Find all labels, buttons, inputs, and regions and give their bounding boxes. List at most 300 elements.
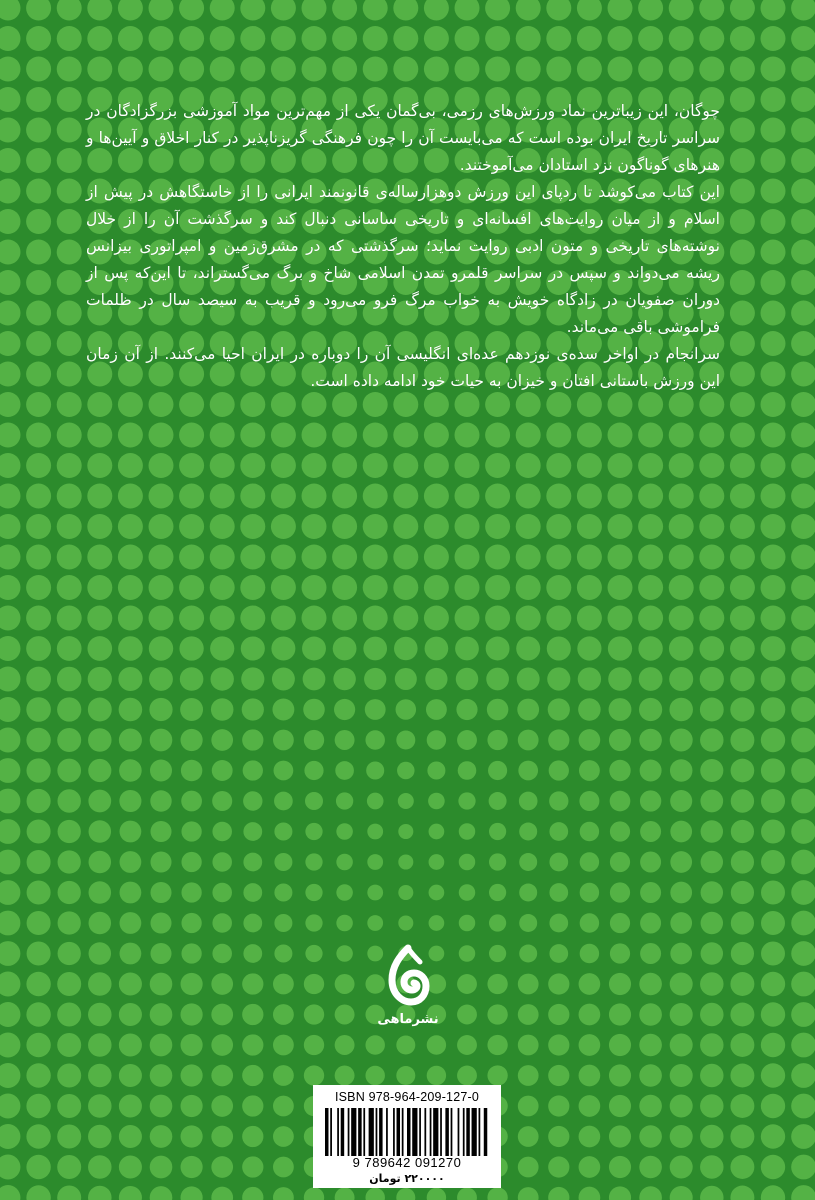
background-dot xyxy=(700,1155,723,1178)
background-dot xyxy=(240,26,265,51)
background-dot xyxy=(670,851,692,873)
background-dot xyxy=(363,575,388,600)
background-dot xyxy=(149,57,174,82)
background-dot xyxy=(730,1186,754,1200)
background-dot xyxy=(485,514,510,539)
background-dot xyxy=(577,0,602,21)
background-dot xyxy=(26,1033,50,1057)
background-dot xyxy=(119,1003,142,1026)
background-dot xyxy=(0,606,21,631)
background-dot xyxy=(87,392,112,417)
background-dot xyxy=(791,362,815,387)
background-dot xyxy=(670,1186,693,1200)
background-dot xyxy=(27,850,51,874)
background-dot xyxy=(730,179,755,204)
background-dot xyxy=(487,1187,507,1200)
background-dot xyxy=(119,1186,142,1200)
background-dot xyxy=(427,761,445,779)
background-dot xyxy=(335,1035,355,1055)
background-dot xyxy=(639,1034,662,1057)
background-dot xyxy=(518,1004,539,1025)
background-dot xyxy=(546,606,571,631)
background-dot xyxy=(516,637,540,661)
background-dot xyxy=(608,0,633,21)
barcode-bar xyxy=(458,1108,460,1156)
background-dot xyxy=(547,667,570,690)
background-dot xyxy=(791,789,815,814)
background-dot xyxy=(149,0,174,21)
background-dot xyxy=(669,0,694,21)
background-dot xyxy=(638,0,663,21)
background-dot xyxy=(761,1124,785,1148)
background-dot xyxy=(518,974,539,995)
background-dot xyxy=(57,270,82,295)
background-dot xyxy=(549,822,568,841)
background-dot xyxy=(669,423,694,448)
background-dot xyxy=(669,545,694,570)
background-dot xyxy=(57,301,82,326)
background-dot xyxy=(761,697,786,722)
background-dot xyxy=(638,514,663,539)
background-dot xyxy=(304,974,324,994)
background-dot xyxy=(240,484,265,509)
background-dot xyxy=(791,1185,815,1200)
background-dot xyxy=(367,885,383,901)
background-dot xyxy=(365,730,384,749)
background-dot xyxy=(699,392,724,417)
background-dot xyxy=(731,789,754,812)
background-dot xyxy=(487,1065,507,1085)
background-dot xyxy=(489,853,506,870)
background-dot xyxy=(149,606,174,631)
background-dot xyxy=(0,1002,20,1027)
background-dot xyxy=(179,606,204,631)
background-dot xyxy=(210,514,235,539)
background-dot xyxy=(26,453,51,478)
background-dot xyxy=(608,484,633,509)
background-dot xyxy=(57,545,82,570)
background-dot xyxy=(608,636,632,660)
background-dot xyxy=(791,26,815,51)
background-dot xyxy=(0,209,21,234)
background-dot xyxy=(487,974,507,994)
background-dot xyxy=(26,697,51,722)
background-dot xyxy=(26,118,51,143)
background-dot xyxy=(303,668,326,691)
background-dot xyxy=(180,698,203,721)
background-dot xyxy=(638,26,663,51)
background-dot xyxy=(730,636,755,661)
background-dot xyxy=(274,822,292,840)
background-dot xyxy=(57,667,81,691)
background-dot xyxy=(457,974,477,994)
background-dot xyxy=(302,606,327,631)
background-dot xyxy=(579,760,600,781)
background-dot xyxy=(0,331,21,356)
background-dot xyxy=(791,1002,815,1027)
barcode-bar xyxy=(433,1108,438,1156)
background-dot xyxy=(0,911,20,936)
barcode-bar xyxy=(397,1108,400,1156)
barcode-bar xyxy=(341,1108,344,1156)
background-dot xyxy=(26,1063,50,1087)
background-dot xyxy=(179,514,204,539)
background-dot xyxy=(88,1064,112,1088)
background-dot xyxy=(577,575,602,600)
background-dot xyxy=(516,0,541,21)
background-dot xyxy=(546,392,571,417)
background-dot xyxy=(516,545,541,570)
background-dot xyxy=(548,1034,569,1055)
background-dot xyxy=(211,1034,233,1056)
background-dot xyxy=(548,1004,569,1025)
background-dot xyxy=(609,1064,631,1086)
background-dot xyxy=(57,728,81,752)
background-dot xyxy=(271,514,296,539)
background-dot xyxy=(241,667,264,690)
barcode-bars xyxy=(325,1108,489,1156)
background-dot xyxy=(548,698,570,720)
background-dot xyxy=(730,148,755,173)
background-dot xyxy=(181,1003,203,1025)
background-dot xyxy=(609,1034,631,1056)
background-dot xyxy=(393,545,418,570)
background-dot xyxy=(26,1094,50,1118)
barcode-bar xyxy=(330,1108,332,1156)
background-dot xyxy=(730,240,755,265)
background-dot xyxy=(181,1064,203,1086)
background-dot xyxy=(179,575,204,600)
barcode-label xyxy=(313,1085,501,1188)
background-dot xyxy=(118,392,143,417)
background-dot xyxy=(58,881,81,904)
background-dot xyxy=(336,792,353,809)
background-dot xyxy=(273,1004,294,1025)
background-dot xyxy=(516,514,541,539)
background-dot xyxy=(0,636,20,661)
background-dot xyxy=(730,270,755,295)
background-dot xyxy=(518,1065,539,1086)
background-dot xyxy=(26,26,51,51)
background-dot xyxy=(761,942,785,966)
background-dot xyxy=(699,453,724,478)
background-dot xyxy=(118,636,143,661)
background-dot xyxy=(0,514,21,539)
background-dot xyxy=(210,606,235,631)
background-dot xyxy=(638,575,663,600)
background-dot xyxy=(242,973,263,994)
background-dot xyxy=(670,1064,693,1087)
background-dot xyxy=(731,911,754,934)
background-dot xyxy=(609,698,632,721)
barcode-bar xyxy=(386,1108,388,1156)
background-dot xyxy=(640,913,661,934)
background-dot xyxy=(791,636,815,661)
background-dot xyxy=(761,453,786,478)
background-dot xyxy=(57,1094,81,1118)
background-dot xyxy=(0,301,21,326)
background-dot xyxy=(242,1065,263,1086)
background-dot xyxy=(332,575,357,600)
background-dot xyxy=(181,1125,203,1147)
background-dot xyxy=(57,1186,81,1200)
background-dot xyxy=(120,943,142,965)
background-dot xyxy=(638,545,663,570)
background-dot xyxy=(395,668,417,690)
background-dot xyxy=(243,914,262,933)
background-dot xyxy=(670,943,692,965)
background-dot xyxy=(730,1155,754,1179)
background-dot xyxy=(302,484,327,509)
background-dot xyxy=(609,1125,631,1147)
background-dot xyxy=(57,331,82,356)
background-dot xyxy=(670,728,693,751)
background-dot xyxy=(638,606,663,631)
barcode-bar xyxy=(369,1108,374,1156)
background-dot xyxy=(546,484,571,509)
background-dot xyxy=(271,606,296,631)
background-dot xyxy=(730,0,755,21)
barcode-bar xyxy=(412,1108,417,1156)
background-dot xyxy=(458,761,477,780)
background-dot xyxy=(179,453,204,478)
background-dot xyxy=(0,362,21,387)
background-dot xyxy=(305,823,322,840)
background-dot xyxy=(57,118,82,143)
background-dot xyxy=(730,26,755,51)
background-dot xyxy=(87,0,112,21)
background-dot xyxy=(273,1096,294,1117)
background-dot xyxy=(0,270,21,295)
background-dot xyxy=(150,1125,173,1148)
background-dot xyxy=(517,699,539,721)
background-dot xyxy=(57,514,82,539)
background-dot xyxy=(546,423,571,448)
background-dot xyxy=(212,883,232,903)
background-dot xyxy=(791,575,815,600)
background-dot xyxy=(88,698,112,722)
background-dot xyxy=(240,575,265,600)
background-dot xyxy=(761,1155,785,1179)
background-dot xyxy=(457,1066,477,1086)
background-dot xyxy=(610,882,630,902)
background-dot xyxy=(639,698,662,721)
background-dot xyxy=(699,514,724,539)
background-dot xyxy=(0,819,20,844)
background-dot xyxy=(761,667,786,692)
background-dot xyxy=(243,944,262,963)
background-dot xyxy=(363,392,388,417)
background-dot xyxy=(302,26,327,51)
background-dot xyxy=(57,148,82,173)
background-dot xyxy=(608,606,633,631)
background-dot xyxy=(272,668,295,691)
background-dot xyxy=(580,944,599,963)
background-dot xyxy=(119,759,142,782)
back-cover-blurb xyxy=(86,98,720,395)
background-dot xyxy=(670,821,692,843)
background-dot xyxy=(304,761,323,780)
background-dot xyxy=(210,484,235,509)
background-dot xyxy=(640,760,662,782)
background-dot xyxy=(549,760,569,780)
background-dot xyxy=(242,698,264,720)
background-dot xyxy=(87,453,112,478)
background-dot xyxy=(638,423,663,448)
background-dot xyxy=(87,423,112,448)
barcode-bar xyxy=(440,1108,442,1156)
background-dot xyxy=(271,0,296,21)
barcode-bar xyxy=(472,1108,477,1156)
background-dot xyxy=(396,1188,415,1200)
background-dot xyxy=(181,821,201,841)
background-dot xyxy=(332,423,357,448)
background-dot xyxy=(700,759,723,782)
background-dot xyxy=(27,941,51,965)
background-dot xyxy=(26,301,51,326)
background-dot xyxy=(0,1063,20,1088)
background-dot xyxy=(26,1155,50,1179)
background-dot xyxy=(271,392,296,417)
background-dot xyxy=(242,1095,263,1116)
background-dot xyxy=(791,1124,815,1149)
background-dot xyxy=(273,974,294,995)
background-dot xyxy=(424,606,449,631)
background-dot xyxy=(150,973,173,996)
background-dot xyxy=(731,881,754,904)
background-dot xyxy=(761,911,785,935)
background-dot xyxy=(609,729,631,751)
background-dot xyxy=(640,882,661,903)
background-dot xyxy=(26,758,50,782)
background-dot xyxy=(274,761,294,781)
background-dot xyxy=(27,819,51,843)
background-dot xyxy=(393,575,418,600)
background-dot xyxy=(363,545,388,570)
background-dot xyxy=(485,575,510,600)
background-dot xyxy=(459,854,475,870)
background-dot xyxy=(700,972,723,995)
background-dot xyxy=(57,362,82,387)
background-dot xyxy=(424,57,449,82)
background-dot xyxy=(791,484,815,509)
background-dot xyxy=(639,1125,662,1148)
background-dot xyxy=(577,57,602,82)
background-dot xyxy=(332,545,357,570)
background-dot xyxy=(730,1125,754,1149)
barcode-bar xyxy=(430,1108,432,1156)
background-dot xyxy=(761,179,786,204)
background-dot xyxy=(149,26,174,51)
background-dot xyxy=(424,423,449,448)
background-dot xyxy=(118,423,143,448)
background-dot xyxy=(489,884,506,901)
background-dot xyxy=(150,882,171,903)
background-dot xyxy=(791,606,815,631)
background-dot xyxy=(120,912,142,934)
background-dot xyxy=(120,821,142,843)
background-dot xyxy=(761,240,786,265)
background-dot xyxy=(730,697,754,721)
background-dot xyxy=(700,667,724,691)
background-dot xyxy=(730,1094,754,1118)
background-dot xyxy=(210,453,235,478)
background-dot xyxy=(640,790,661,811)
background-dot xyxy=(761,972,785,996)
background-dot xyxy=(242,1156,263,1177)
background-dot xyxy=(211,729,233,751)
background-dot xyxy=(608,392,633,417)
background-dot xyxy=(731,759,755,783)
background-dot xyxy=(761,636,786,661)
background-dot xyxy=(639,729,662,752)
barcode-bar xyxy=(363,1108,365,1156)
background-dot xyxy=(670,1033,693,1056)
background-dot xyxy=(150,1034,173,1057)
background-dot xyxy=(304,730,324,750)
background-dot xyxy=(273,1035,294,1056)
background-dot xyxy=(242,1126,263,1147)
background-dot xyxy=(701,851,723,873)
blurb-paragraph: چوگان، این زیباترین نماد ورزش‌های رزمی، بی‌گمان یکی از مهم‌ترین مواد آموزشی بزرگزادگان در سراسر تاریخ ایران بوده است که می‌بایست آن را چون فرهنگی گریزناپذیر در کنار اخلاق و آیین‌ها و هنرهای گوناگون نزد استادان می‌آموختند. xyxy=(86,102,720,174)
background-dot xyxy=(364,668,386,690)
background-dot xyxy=(701,881,723,903)
background-dot xyxy=(610,791,631,812)
background-dot xyxy=(363,423,388,448)
background-dot xyxy=(546,0,571,21)
background-dot xyxy=(150,912,171,933)
background-dot xyxy=(150,790,171,811)
background-dot xyxy=(303,699,325,721)
background-dot xyxy=(791,972,815,997)
background-dot xyxy=(150,1003,173,1026)
background-dot xyxy=(363,514,388,539)
background-dot xyxy=(519,914,537,932)
background-dot xyxy=(332,484,357,509)
background-dot xyxy=(119,1064,142,1087)
background-dot xyxy=(761,758,785,782)
background-dot xyxy=(638,484,663,509)
barcode-bar xyxy=(402,1108,404,1156)
background-dot xyxy=(608,545,633,570)
background-dot xyxy=(699,636,724,661)
background-dot xyxy=(181,852,201,872)
background-dot xyxy=(181,943,201,963)
background-dot xyxy=(243,791,262,810)
background-dot xyxy=(393,453,418,478)
background-dot xyxy=(179,392,204,417)
barcode-bar xyxy=(407,1108,410,1156)
background-dot xyxy=(118,0,143,21)
background-dot xyxy=(455,606,480,631)
barcode-bar xyxy=(479,1108,481,1156)
background-dot xyxy=(459,945,475,961)
background-dot xyxy=(0,148,21,173)
background-dot xyxy=(546,57,571,82)
background-dot xyxy=(271,453,296,478)
background-dot xyxy=(119,1033,142,1056)
background-dot xyxy=(608,453,633,478)
background-dot xyxy=(456,668,478,690)
background-dot xyxy=(57,1003,81,1027)
background-dot xyxy=(639,667,663,691)
background-dot xyxy=(791,819,815,844)
background-dot xyxy=(428,793,445,810)
background-dot xyxy=(610,821,630,841)
background-dot xyxy=(580,883,599,902)
background-dot xyxy=(26,423,51,448)
background-dot xyxy=(333,637,357,661)
